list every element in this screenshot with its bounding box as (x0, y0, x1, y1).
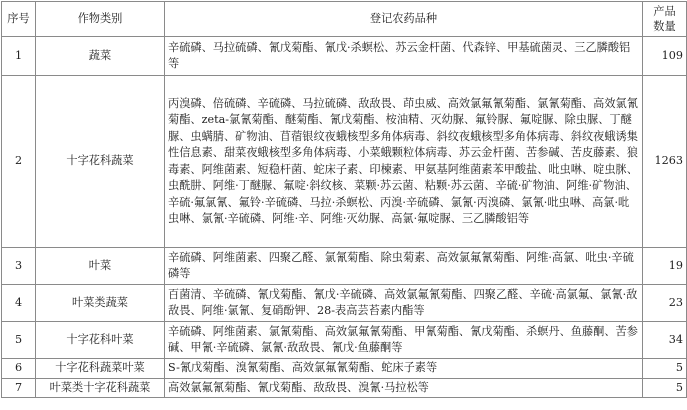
table-row (2, 37, 687, 76)
row-no: 2 (2, 76, 36, 248)
row-no: 1 (2, 37, 36, 76)
row-crop: 叶菜类十字花科蔬菜 (36, 378, 165, 398)
row-no: 6 (2, 359, 36, 379)
row-crop: 十字花科叶菜 (36, 322, 165, 359)
row-count: 1263 (643, 76, 687, 248)
header-count-line2: 数量 (653, 20, 676, 33)
row-crop: 叶菜 (36, 248, 165, 285)
row-count: 19 (643, 248, 687, 285)
header-crop: 作物类别 (36, 2, 165, 37)
row-pesticides: 辛硫磷、阿维菌素、四聚乙醛、氯氰菊酯、除虫菊素、高效氯氟氰菊酯、阿维·高氯、吡虫·辛硫磷等 (165, 248, 643, 285)
table-row (2, 285, 687, 322)
row-crop: 蔬菜 (36, 37, 165, 76)
row-count: 23 (643, 285, 687, 322)
table-row (2, 322, 687, 359)
row-pesticides: 丙溴磷、倍硫磷、辛硫磷、马拉硫磷、敌敌畏、茚虫威、高效氯氟氰菊酯、氯氰菊酯、高效氯氰菊酯、zeta-氯氰菊酯、醚菊酯、氰戊菊酯、桉油精、灭幼脲、氟铃脲、氟啶脲、除虫脲、丁醚脲、虫螨腈、矿物油、苜蓿银纹夜蛾核型多角体病毒、斜纹夜蛾核型多角体病毒、斜纹夜蛾诱集性信息素、甜菜夜蛾核型多角体病毒、小菜蛾颗粒体病毒、苏云金杆菌、苦参碱、苦皮藤素、狼毒素、阿维菌素、短稳杆菌、蛇床子素、印楝素、甲氨基阿维菌素苯甲酸盐、吡虫啉、啶虫脒、虫酰肼、阿维·丁醚脲、氟啶·斜纹核、菜颗·苏云菌、粘颗·苏云菌、辛硫·矿物油、阿维·矿物油、辛硫·氟氯氰、氟铃·辛硫磷、马拉·杀螟松、丙溴·辛硫磷、氯氰·丙溴磷、氯氰·吡虫啉、高氯·吡虫啉、氯氰·辛硫磷、阿维·辛、阿维·灭幼脲、高氯·氟啶脲、三乙膦酸铝等 (165, 76, 643, 248)
row-pesticides: 百菌清、辛硫磷、氰戊菊酯、氰戊·辛硫磷、高效氯氟氰菊酯、四聚乙醛、辛硫·高氯氟、氯氰·敌敌畏、阿维·氯氰、复硝酚钾、28-表高芸苔素内酯等 (165, 285, 643, 322)
row-pesticides: 辛硫磷、马拉硫磷、氰戊菊酯、氰戊·杀螟松、苏云金杆菌、代森锌、甲基硫菌灵、三乙膦酸铝等 (165, 37, 643, 76)
header-row (2, 2, 687, 37)
header-no: 序号 (2, 2, 36, 37)
row-pesticides: 辛硫磷、阿维菌素、氯氰菊酯、高效氯氟氰菊酯、甲氰菊酯、氰戊菊酯、杀螟丹、鱼藤酮、苦参碱、甲氰·辛硫磷、氯氰·敌敌畏、氰戊·鱼藤酮等 (165, 322, 643, 359)
table-row (2, 248, 687, 285)
row-crop: 十字花科蔬菜 (36, 76, 165, 248)
header-pesticides: 登记农药品种 (165, 2, 643, 37)
row-no: 7 (2, 378, 36, 398)
row-crop: 十字花科蔬菜叶菜 (36, 359, 165, 379)
row-crop: 叶菜类蔬菜 (36, 285, 165, 322)
row-no: 3 (2, 248, 36, 285)
header-count (643, 2, 687, 37)
table-row (2, 76, 687, 248)
table-row (2, 378, 687, 398)
table-row (2, 359, 687, 379)
row-count: 5 (643, 359, 687, 379)
row-no: 5 (2, 322, 36, 359)
pesticide-registration-table (1, 1, 687, 398)
row-count: 5 (643, 378, 687, 398)
row-pesticides: S-氰戊菊酯、溴氰菊酯、高效氯氟氰菊酯、蛇床子素等 (165, 359, 643, 379)
header-count-line1: 产品 (653, 5, 676, 18)
row-count: 34 (643, 322, 687, 359)
row-count: 109 (643, 37, 687, 76)
row-no: 4 (2, 285, 36, 322)
row-pesticides: 高效氯氟氰菊酯、氰戊菊酯、敌敌畏、溴氰·马拉松等 (165, 378, 643, 398)
